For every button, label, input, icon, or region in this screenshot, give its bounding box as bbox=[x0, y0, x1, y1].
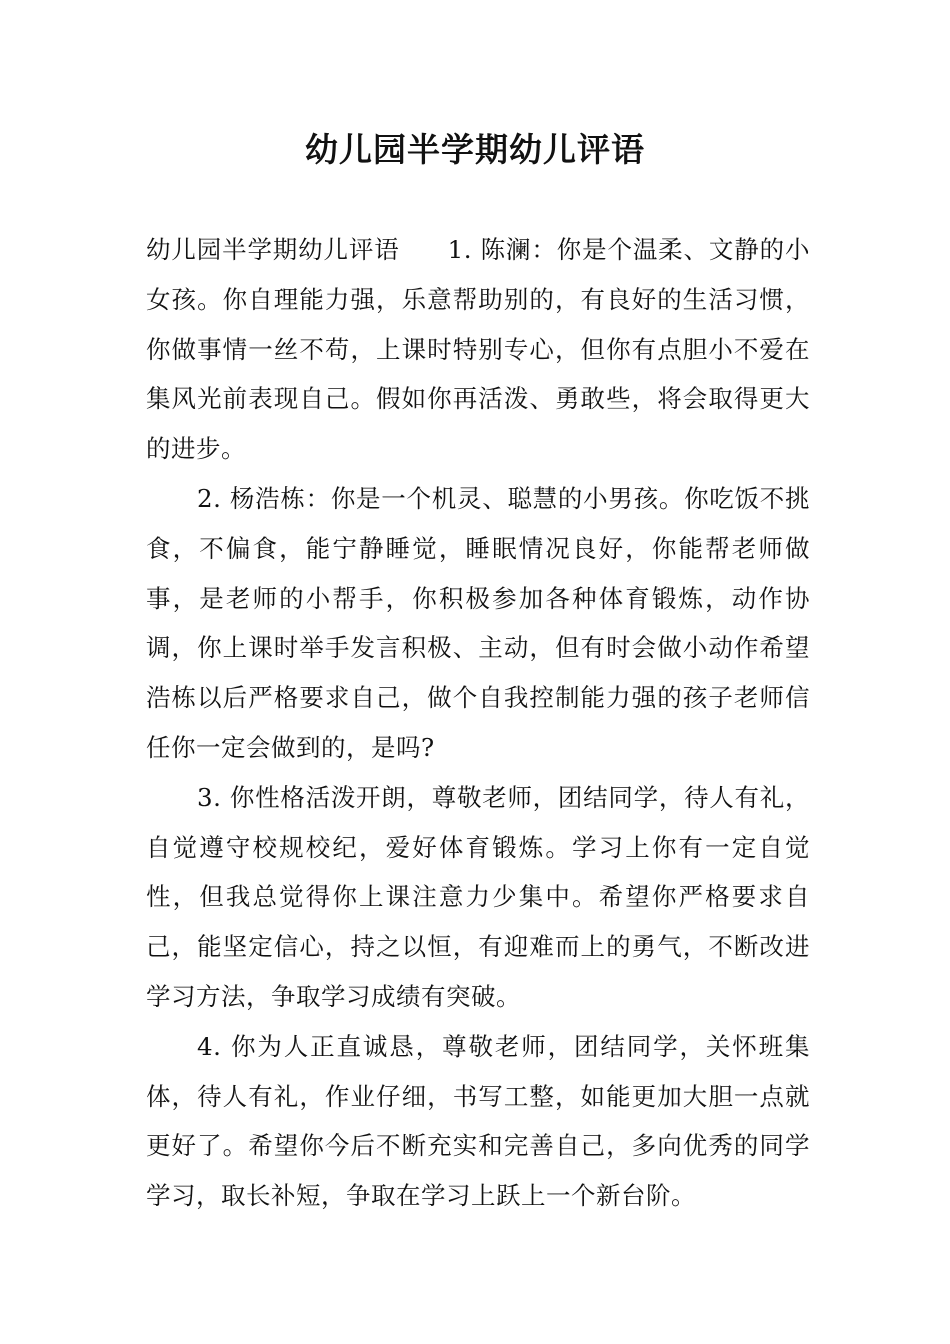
document-title: 幼儿园半学期幼儿评语 bbox=[305, 130, 645, 169]
paragraph-1-text: 1. 陈澜：你是个温柔、文静的小女孩。你自理能力强，乐意帮助别的，有良好的生活习惯，你做事情一丝不苟，上课时特别专心，但你有点胆小不爱在集风光前表现自己。假如你再活泼、勇敢些，将会取得更大的进步。 bbox=[146, 235, 810, 464]
intro-label: 幼儿园半学期幼儿评语 bbox=[146, 235, 400, 264]
document-body bbox=[146, 225, 810, 1221]
paragraph-2: 2. 杨浩栋：你是一个机灵、聪慧的小男孩。你吃饭不挑食，不偏食，能宁静睡觉，睡眠情况良好，你能帮老师做事，是老师的小帮手，你积极参加各种体育锻炼，动作协调，你上课时举手发言积极、主动，但有时会做小动作希望浩栋以后严格要求自己，做个自我控制能力强的孩子老师信任你一定会做到的，是吗? bbox=[146, 483, 810, 762]
paragraph-4: 4. 你为人正直诚恳，尊敬老师，团结同学，关怀班集体，待人有礼，作业仔细，书写工整，如能更加大胆一点就更好了。希望你今后不断充实和完善自己，多向优秀的同学学习，取长补短，争取在学习上跃上一个新台阶。 bbox=[146, 1031, 810, 1211]
paragraph-3: 3. 你性格活泼开朗，尊敬老师，团结同学，待人有礼，自觉遵守校规校纪，爱好体育锻炼。学习上你有一定自觉性，但我总觉得你上课注意力少集中。希望你严格要求自己，能坚定信心，持之以恒，有迎难而上的勇气，不断改进学习方法，争取学习成绩有突破。 bbox=[146, 782, 810, 1011]
paragraph-1 bbox=[146, 225, 810, 474]
